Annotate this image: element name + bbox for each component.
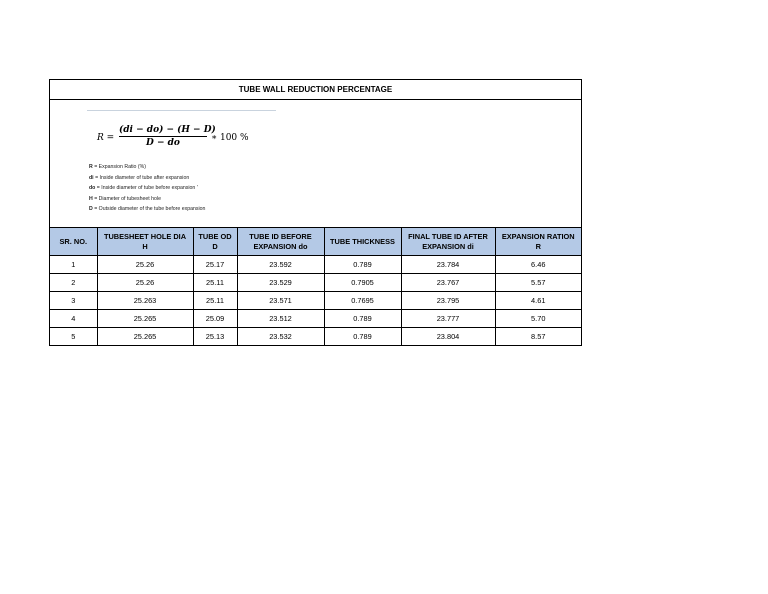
column-header [237,228,324,256]
table-cell: 25.26 [97,256,193,274]
table-cell: 4 [50,310,97,328]
table-row [50,310,581,328]
table-cell: 25.263 [97,292,193,310]
table-cell: 2 [50,274,97,292]
column-header-line: EXPANSION RATION [501,231,575,241]
legend-line [89,204,205,215]
table-cell: 23.767 [401,274,495,292]
table-cell: 1 [50,256,97,274]
column-header [97,228,193,256]
table-cell: 23.784 [401,256,495,274]
column-header-line: EXPANSION di [422,241,474,251]
table-row [50,328,581,346]
table-cell: 0.7695 [324,292,401,310]
table-cell: 0.789 [324,310,401,328]
legend-description: = Diameter of tubesheet hole [92,195,161,202]
formula-figure [87,109,277,214]
table-cell: 23.795 [401,292,495,310]
expansion-table [50,228,581,345]
table-cell: 0.789 [324,328,401,346]
report-sheet [49,79,582,346]
table-cell: 25.26 [97,274,193,292]
table-cell: 23.512 [237,310,324,328]
column-header-line: TUBESHEET HOLE DIA [103,231,187,241]
table-cell: 25.17 [193,256,237,274]
column-header-line: SR. NO. [59,236,87,246]
table-cell: 8.57 [495,328,581,346]
table-cell: 5 [50,328,97,346]
legend-symbol: do [89,185,96,192]
column-header [324,228,401,256]
column-header [401,228,495,256]
column-header-line: EXPANSION do [253,241,308,251]
table-cell: 23.804 [401,328,495,346]
table-cell: 6.46 [495,256,581,274]
column-header-line: TUBE THICKNESS [330,236,395,246]
table-cell: 23.592 [237,256,324,274]
table-cell: 5.70 [495,310,581,328]
legend-description: = Expansion Ratio (%) [92,164,146,170]
legend-description: = Outside diameter of the tube before expansion [92,206,206,213]
legend-symbol: R [89,164,93,170]
column-header [193,228,237,256]
sheet-title: TUBE WALL REDUCTION PERCENTAGE [50,80,581,100]
table-cell: 5.57 [495,274,581,292]
formula-tail: ∗ 100 % [211,133,249,143]
table-cell: 25.11 [193,292,237,310]
formula-denominator: D − do [146,138,180,148]
table-cell: 4.61 [495,292,581,310]
legend-line [89,183,205,194]
table-cell: 0.7905 [324,274,401,292]
table-row [50,274,581,292]
table-body [50,256,581,346]
column-header-line: TUBE ID BEFORE [249,231,312,241]
table-cell: 0.789 [324,256,401,274]
table-cell: 25.09 [193,310,237,328]
formula-fraction [119,125,216,148]
table-cell: 23.571 [237,292,324,310]
column-header-line: D [212,241,218,251]
table-row [50,292,581,310]
formula-lhs: R = [97,133,115,143]
table-cell: 23.529 [237,274,324,292]
legend-line [89,194,205,205]
formula-legend [89,162,205,215]
formula-numerator: (di − do) − (H − D) [119,125,216,135]
table-cell: 23.532 [237,328,324,346]
table-cell: 25.265 [97,328,193,346]
legend-description: = Inside diameter of tube before expansion ' [95,185,198,192]
legend-symbol: D [89,206,93,213]
column-header-line: H [142,241,148,251]
formula-rule [87,110,276,111]
fraction-bar [119,136,207,137]
table-cell: 25.13 [193,328,237,346]
table-cell: 3 [50,292,97,310]
column-header-line: FINAL TUBE ID AFTER [408,231,488,241]
table-cell: 25.11 [193,274,237,292]
table-cell: 23.777 [401,310,495,328]
legend-line [89,162,205,173]
legend-line [89,173,205,184]
table-header-row [50,228,581,256]
table-row [50,256,581,274]
legend-description: = Inside diameter of tube after expansion [93,174,190,181]
formula-area [50,100,581,228]
column-header-line: R [535,241,541,251]
column-header-line: TUBE OD [198,231,232,241]
legend-symbol: di [89,174,94,181]
table-cell: 25.265 [97,310,193,328]
column-header [495,228,581,256]
column-header [50,228,97,256]
legend-symbol: H [89,195,93,202]
